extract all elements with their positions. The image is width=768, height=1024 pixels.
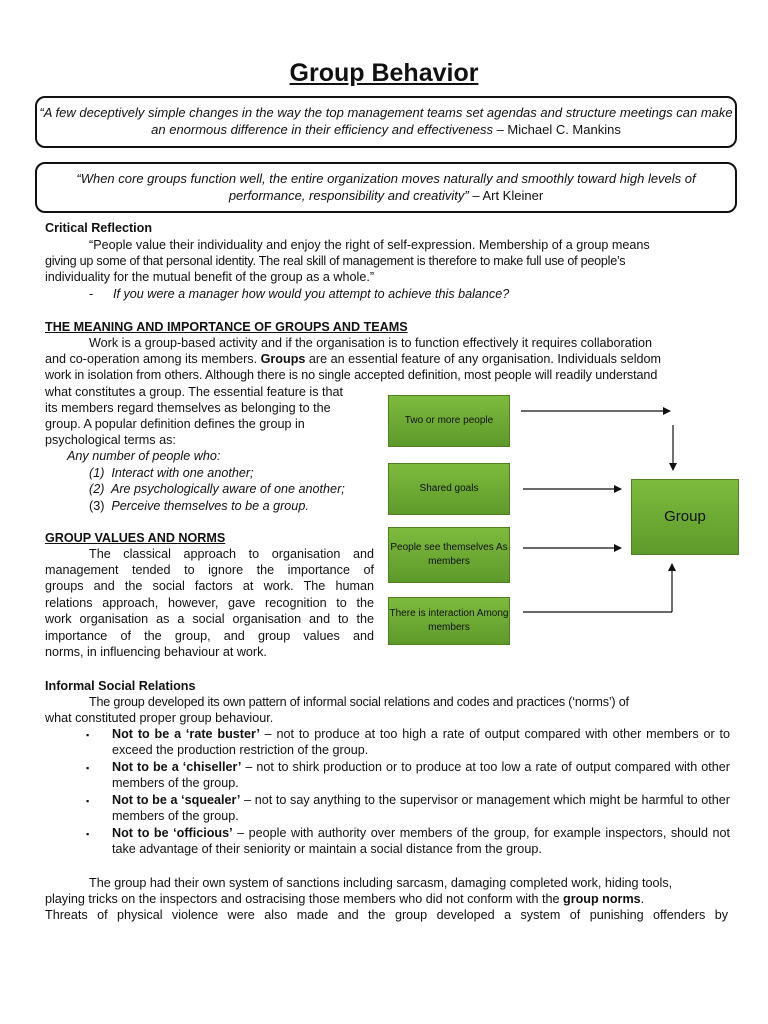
norm-chiseller: Not to be a ‘chiseller’ – not to shirk production or to produce at too low a rate of output compared with other members of the group. <box>112 760 730 791</box>
definition-item-1: (1) Interact with one another; <box>89 466 254 480</box>
meaning-line-5: its members regard themselves as belonging to the <box>45 401 331 415</box>
values-line-7: norms, in influencing behaviour at work. <box>45 645 267 659</box>
quote-1-author: – Michael C. Mankins <box>492 121 621 137</box>
meaning-line-4: what constitutes a group. The essential feature is that <box>45 385 343 399</box>
informal-heading: Informal Social Relations <box>45 679 196 693</box>
definition-item-3: (3) Perceive themselves to be a group. <box>89 499 309 513</box>
values-line-2: management tended to ignore the importance of <box>45 563 374 577</box>
values-line-3: groups and the social factors at work. The human <box>45 579 374 593</box>
meaning-line-3: work in isolation from others. Although there is no single accepted definition, most people will readily understand <box>45 368 658 382</box>
closing-line-1: The group had their own system of sanctions including sarcasm, damaging completed work, hiding tools, <box>89 876 673 890</box>
values-line-1: The classical approach to organisation and <box>89 547 374 561</box>
quote-1-text: “A few deceptively simple changes in the way the top management teams set agendas and structure meetings can make an enormous difference in their efficiency and effectiveness <box>39 105 733 137</box>
critical-line-2: giving up some of that personal identity. The real skill of management is therefore to make full use of people’s <box>45 254 626 268</box>
diagram-box-interaction: There is interaction Among members <box>388 597 510 645</box>
diagram-box-two-or-more-people: Two or more people <box>388 395 510 447</box>
meaning-line-2: and co-operation among its members. Groups are an essential feature of any organisation. Individuals seldom <box>45 352 662 366</box>
bullet-glyph: ▪ <box>86 796 90 806</box>
critical-line-1: “People value their individuality and enjoy the right of self-expression. Membership of a group means <box>89 238 650 252</box>
critical-reflection-heading: Critical Reflection <box>45 221 153 235</box>
bullet-glyph: ▪ <box>86 730 90 740</box>
diagram-box-see-themselves-members: People see themselves As members <box>388 527 510 583</box>
meaning-line-7: psychological terms as: <box>45 433 176 447</box>
bullet-glyph: ▪ <box>86 829 90 839</box>
bullet-glyph: ▪ <box>86 763 90 773</box>
closing-line-2: playing tricks on the inspectors and ostracising those members who did not conform with the group norms. <box>45 892 645 906</box>
critical-line-3: individuality for the mutual benefit of the group as a whole.” <box>45 270 375 284</box>
critical-question: If you were a manager how would you attempt to achieve this balance? <box>113 287 510 301</box>
critical-dash: - <box>89 287 94 301</box>
norm-officious: Not to be ‘officious’ – people with authority over members of the group, for example inspectors, should not take advantage of their seniority or maintain a social distance from the group. <box>112 826 730 857</box>
norm-squealer: Not to be a ‘squealer’ – not to say anything to the supervisor or management which might be harmful to other members of the group. <box>112 793 730 824</box>
page-title: Group Behavior <box>289 59 479 87</box>
meaning-heading: THE MEANING AND IMPORTANCE OF GROUPS AND TEAMS <box>45 320 408 334</box>
meaning-line-1: Work is a group-based activity and if the organisation is to function effectively it requires collaboration <box>89 336 653 350</box>
diagram-box-shared-goals: Shared goals <box>388 463 510 515</box>
meaning-line-6: group. A popular definition defines the group in <box>45 417 305 431</box>
meaning-line-8: Any number of people who: <box>67 449 221 463</box>
groups-term: Groups <box>260 352 306 366</box>
norm-rate-buster: Not to be a ‘rate buster’ – not to produce at too high a rate of output compared with other members or to exceed the production restriction of the group. <box>112 727 730 758</box>
quote-2-author: – Art Kleiner <box>468 187 544 203</box>
values-line-6: importance of the group, and group values and <box>45 629 374 643</box>
values-line-4: relations approach, however, gave recognition to the <box>45 596 374 610</box>
quote-2-text: “When core groups function well, the entire organization moves naturally and smoothly toward high levels of performance, responsibility and creativity” <box>76 171 696 203</box>
values-line-5: work organisation as a social organisation and to the <box>45 612 374 626</box>
informal-line-1: The group developed its own pattern of informal social relations and codes and practices (‘norms’) of <box>89 695 629 709</box>
informal-line-2: what constituted proper group behaviour. <box>45 711 274 725</box>
values-heading: GROUP VALUES AND NORMS <box>45 531 226 545</box>
closing-line-3: Threats of physical violence were also made and the group developed a system of punishing offenders by <box>45 908 728 922</box>
definition-item-2: (2) Are psychologically aware of one another; <box>89 482 345 496</box>
diagram-box-group: Group <box>631 479 739 555</box>
group-norms-term: group norms <box>563 892 641 906</box>
